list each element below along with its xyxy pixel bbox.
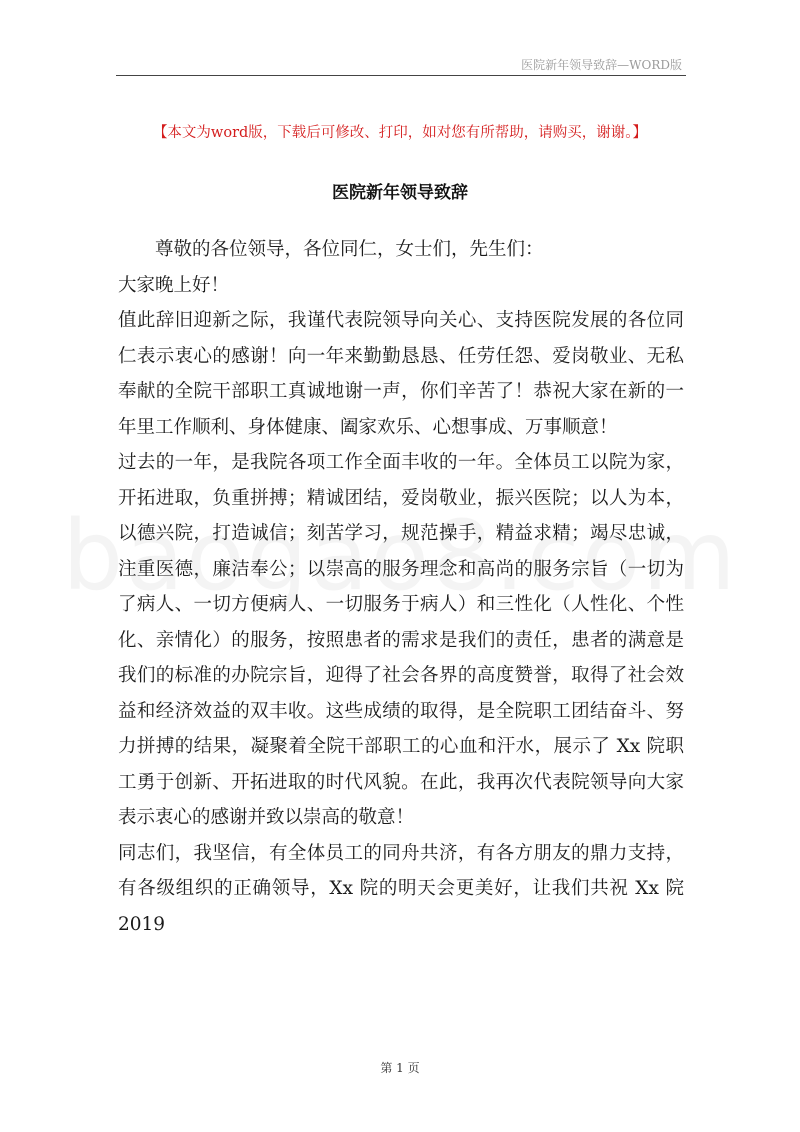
document-body xyxy=(118,232,684,942)
greeting: 大家晚上好！ xyxy=(118,274,230,296)
header-divider xyxy=(116,75,686,76)
paragraph: 同志们，我坚信，有全体员工的同舟共济，有各方朋友的鼎力支持，有各级组织的正确领导，Xx 院的明天会更美好，让我们共祝 Xx 院 2019 xyxy=(118,842,684,935)
page-number: 第 1 页 xyxy=(380,1061,420,1075)
paragraph: 值此辞旧迎新之际，我谨代表院领导向关心、支持医院发展的各位同仁表示衷心的感谢！向一年来勤勤恳恳、任劳任怨、爱岗敬业、无私奉献的全院干部职工真诚地谢一声，你们辛苦了！恭祝大家在新的一年里工作顺利、身体健康、阖家欢乐、心想事成、万事顺意！ xyxy=(118,310,684,438)
document-title: 医院新年领导致辞 xyxy=(332,183,468,203)
running-header: 医院新年领导致辞—WORD版 xyxy=(521,58,682,72)
salutation: 尊敬的各位领导，各位同仁，女士们，先生们： xyxy=(155,239,544,260)
paragraph: 过去的一年，是我院各项工作全面丰收的一年。全体员工以院为家，开拓进取，负重拼搏；精诚团结，爱岗敬业，振兴医院；以人为本，以德兴院，打造诚信；刻苦学习，规范操手，精益求精；竭尽忠诚，注重医德，廉洁奉公；以崇高的服务理念和高尚的服务宗旨（一切为了病人、一切方便病人、一切服务于病人）和三性化（人性化、个性化、亲情化）的服务，按照患者的需求是我们的责任，患者的满意是我们的标准的办院宗旨，迎得了社会各界的高度赞誉，取得了社会效益和经济效益的双丰收。这些成绩的取得，是全院职工团结奋斗、努力拼搏的结果，凝聚着全院干部职工的心血和汗水，展示了 Xx 院职工勇于创新、开拓进取的时代风貌。在此，我再次代表院领导向大家表示衷心的感谢并致以崇高的敬意！ xyxy=(118,452,684,828)
purchase-notice: 【本文为word版，下载后可修改、打印，如对您有所帮助，请购买，谢谢。】 xyxy=(152,125,648,141)
